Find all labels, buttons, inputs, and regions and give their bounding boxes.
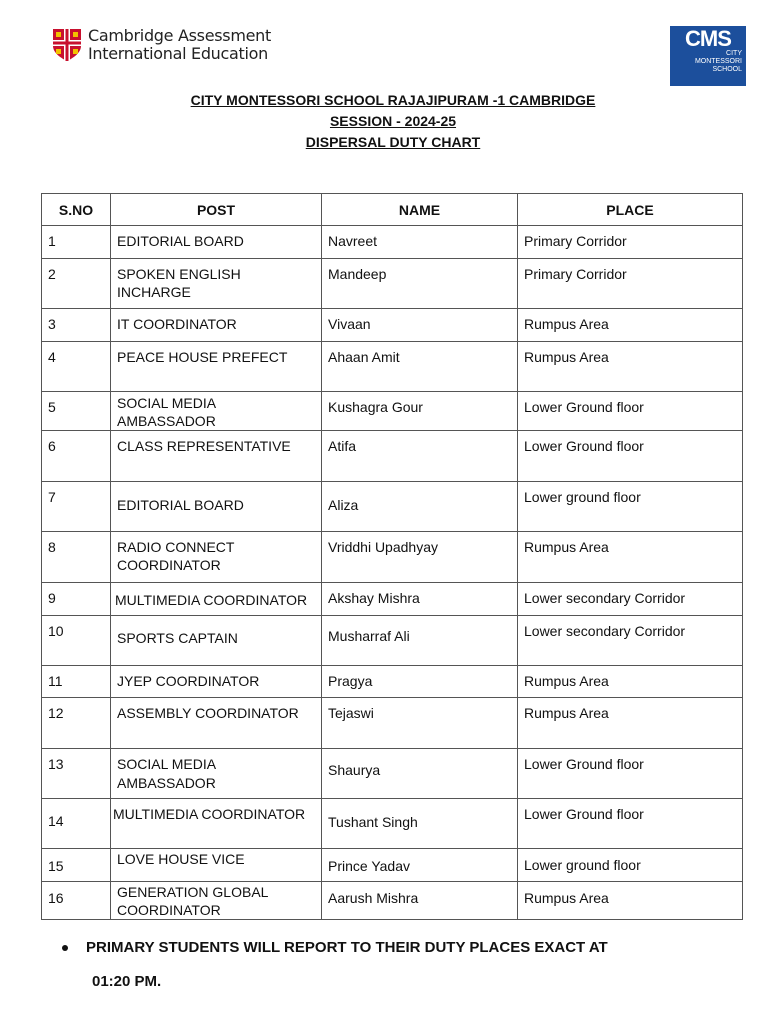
header-sno: S.NO xyxy=(42,194,111,226)
cell-place: Rumpus Area xyxy=(518,698,743,749)
cambridge-line2: International Education xyxy=(88,44,268,63)
cell-name: Aarush Mishra xyxy=(322,882,518,920)
cell-name: Mandeep xyxy=(322,259,518,309)
cell-sno: 10 xyxy=(42,616,111,666)
header-place: PLACE xyxy=(518,194,743,226)
cell-place: Rumpus Area xyxy=(518,309,743,342)
cms-logo-line3: SCHOOL xyxy=(712,66,742,73)
cell-name: Ahaan Amit xyxy=(322,342,518,392)
cms-logo xyxy=(670,26,746,86)
cell-sno: 14 xyxy=(42,799,111,849)
cms-logo-text: CMS xyxy=(685,26,731,51)
cell-post: GENERATION GLOBAL COORDINATOR xyxy=(111,882,322,920)
cell-sno: 15 xyxy=(42,849,111,882)
table-row xyxy=(42,749,743,799)
cell-name: Tejaswi xyxy=(322,698,518,749)
cambridge-logo xyxy=(52,27,271,63)
cell-post: LOVE HOUSE VICE xyxy=(111,849,322,882)
cell-sno: 8 xyxy=(42,532,111,583)
cell-name: Atifa xyxy=(322,431,518,482)
cambridge-line1: Cambridge Assessment xyxy=(88,26,271,45)
note-text-1: PRIMARY STUDENTS WILL REPORT TO THEIR DUTY PLACES EXACT AT xyxy=(86,939,608,956)
duty-table xyxy=(41,193,743,920)
cell-sno: 1 xyxy=(42,226,111,259)
cell-post: RADIO CONNECT COORDINATOR xyxy=(111,532,322,583)
header-post: POST xyxy=(111,194,322,226)
table-row xyxy=(42,309,743,342)
cell-place: Lower Ground floor xyxy=(518,749,743,799)
table-row xyxy=(42,616,743,666)
table-row xyxy=(42,392,743,431)
table-row xyxy=(42,482,743,532)
table-row xyxy=(42,882,743,920)
cell-sno: 16 xyxy=(42,882,111,920)
cell-name: Navreet xyxy=(322,226,518,259)
table-row xyxy=(42,799,743,849)
bullet-icon xyxy=(62,945,68,951)
cell-sno: 3 xyxy=(42,309,111,342)
cell-place: Lower ground floor xyxy=(518,849,743,882)
cell-post: JYEP COORDINATOR xyxy=(111,666,322,698)
cell-post: SPORTS CAPTAIN xyxy=(111,616,322,666)
cell-post: IT COORDINATOR xyxy=(111,309,322,342)
cell-sno: 5 xyxy=(42,392,111,431)
cell-name: Musharraf Ali xyxy=(322,616,518,666)
cell-name: Pragya xyxy=(322,666,518,698)
cell-place: Lower secondary Corridor xyxy=(518,616,743,666)
table-row xyxy=(42,259,743,309)
cell-sno: 7 xyxy=(42,482,111,532)
cell-post: CLASS REPRESENTATIVE xyxy=(111,431,322,482)
cell-sno: 4 xyxy=(42,342,111,392)
cambridge-shield-icon xyxy=(52,28,82,62)
cms-logo-line1: CITY xyxy=(726,50,742,57)
cell-place: Rumpus Area xyxy=(518,532,743,583)
cell-post: MULTIMEDIA COORDINATOR xyxy=(111,799,322,849)
cell-sno: 11 xyxy=(42,666,111,698)
cell-post: MULTIMEDIA COORDINATOR xyxy=(111,583,322,616)
table-row xyxy=(42,666,743,698)
table-row xyxy=(42,532,743,583)
cell-place: Primary Corridor xyxy=(518,259,743,309)
cms-logo-line2: MONTESSORI xyxy=(694,58,742,65)
cell-sno: 13 xyxy=(42,749,111,799)
cell-place: Lower Ground floor xyxy=(518,799,743,849)
note-line2: 01:20 PM. xyxy=(92,973,162,990)
cell-post: EDITORIAL BOARD xyxy=(111,226,322,259)
table-row xyxy=(42,226,743,259)
document-titles xyxy=(0,90,768,153)
cell-post: SOCIAL MEDIA AMBASSADOR xyxy=(111,392,322,431)
cell-name: Prince Yadav xyxy=(322,849,518,882)
cell-place: Rumpus Area xyxy=(518,666,743,698)
table-row xyxy=(42,849,743,882)
table-row xyxy=(42,698,743,749)
cell-place: Lower Ground floor xyxy=(518,392,743,431)
cell-name: Shaurya xyxy=(322,749,518,799)
table-row xyxy=(42,342,743,392)
cell-name: Akshay Mishra xyxy=(322,583,518,616)
cell-name: Vivaan xyxy=(322,309,518,342)
cell-sno: 2 xyxy=(42,259,111,309)
cell-place: Lower Ground floor xyxy=(518,431,743,482)
cell-name: Kushagra Gour xyxy=(322,392,518,431)
header-name: NAME xyxy=(322,194,518,226)
cell-sno: 9 xyxy=(42,583,111,616)
cell-sno: 6 xyxy=(42,431,111,482)
school-title: CITY MONTESSORI SCHOOL RAJAJIPURAM -1 CAMBRIDGE xyxy=(190,92,596,108)
cell-name: Tushant Singh xyxy=(322,799,518,849)
cell-post: SPOKEN ENGLISH INCHARGE xyxy=(111,259,322,309)
cell-post: SOCIAL MEDIA AMBASSADOR xyxy=(111,749,322,799)
table-row xyxy=(42,431,743,482)
chart-title: DISPERSAL DUTY CHART xyxy=(305,134,481,150)
cell-place: Lower secondary Corridor xyxy=(518,583,743,616)
cell-place: Rumpus Area xyxy=(518,882,743,920)
table-row xyxy=(42,583,743,616)
cell-name: Aliza xyxy=(322,482,518,532)
cell-place: Primary Corridor xyxy=(518,226,743,259)
cell-sno: 12 xyxy=(42,698,111,749)
cell-name: Vriddhi Upadhyay xyxy=(322,532,518,583)
cell-post: ASSEMBLY COORDINATOR xyxy=(111,698,322,749)
session-title: SESSION - 2024-25 xyxy=(329,113,457,129)
cell-post: EDITORIAL BOARD xyxy=(111,482,322,532)
table-header-row xyxy=(42,194,743,226)
cell-place: Rumpus Area xyxy=(518,342,743,392)
cell-place: Lower ground floor xyxy=(518,482,743,532)
cell-post: PEACE HOUSE PREFECT xyxy=(111,342,322,392)
